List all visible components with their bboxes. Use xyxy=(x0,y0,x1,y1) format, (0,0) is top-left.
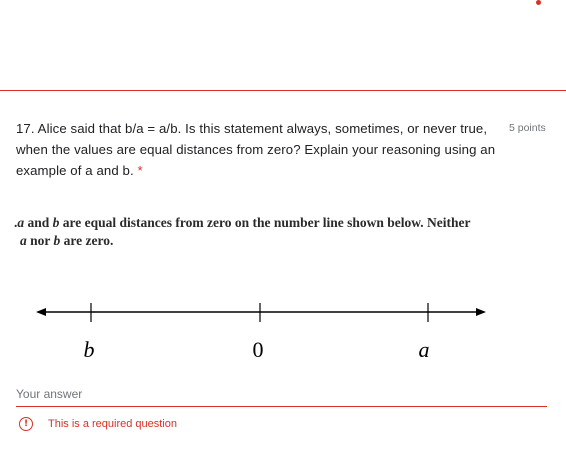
form-header-area xyxy=(0,0,566,90)
tick-label-a: a xyxy=(418,337,430,362)
number-line-right-arrow xyxy=(476,308,486,316)
validation-error xyxy=(19,415,177,433)
required-asterisk: * xyxy=(137,163,143,178)
question-title xyxy=(16,118,496,181)
required-indicator-dot xyxy=(536,0,541,5)
image-text-line1: .a and b are equal distances from zero on the number line shown below. Neither xyxy=(14,215,471,230)
number-line-diagram xyxy=(10,213,530,373)
question-card xyxy=(0,90,566,457)
tick-label-b: b xyxy=(83,337,95,362)
question-title-text: 17. Alice said that b/a = a/b. Is this statement always, sometimes, or never true, when the values are equal distances from zero? Explain your reasoning using an example of a and b. xyxy=(16,121,496,178)
question-image xyxy=(10,213,530,373)
image-text-line2: a nor b are zero. xyxy=(20,233,114,248)
error-message: This is a required question xyxy=(48,418,178,430)
answer-input-underline[interactable] xyxy=(16,406,547,407)
number-line-left-arrow xyxy=(36,308,46,316)
points-label: 5 points xyxy=(509,122,546,134)
answer-input[interactable]: Your answer xyxy=(16,387,83,401)
error-icon: ! xyxy=(19,417,33,431)
tick-label-zero: 0 xyxy=(252,337,264,362)
